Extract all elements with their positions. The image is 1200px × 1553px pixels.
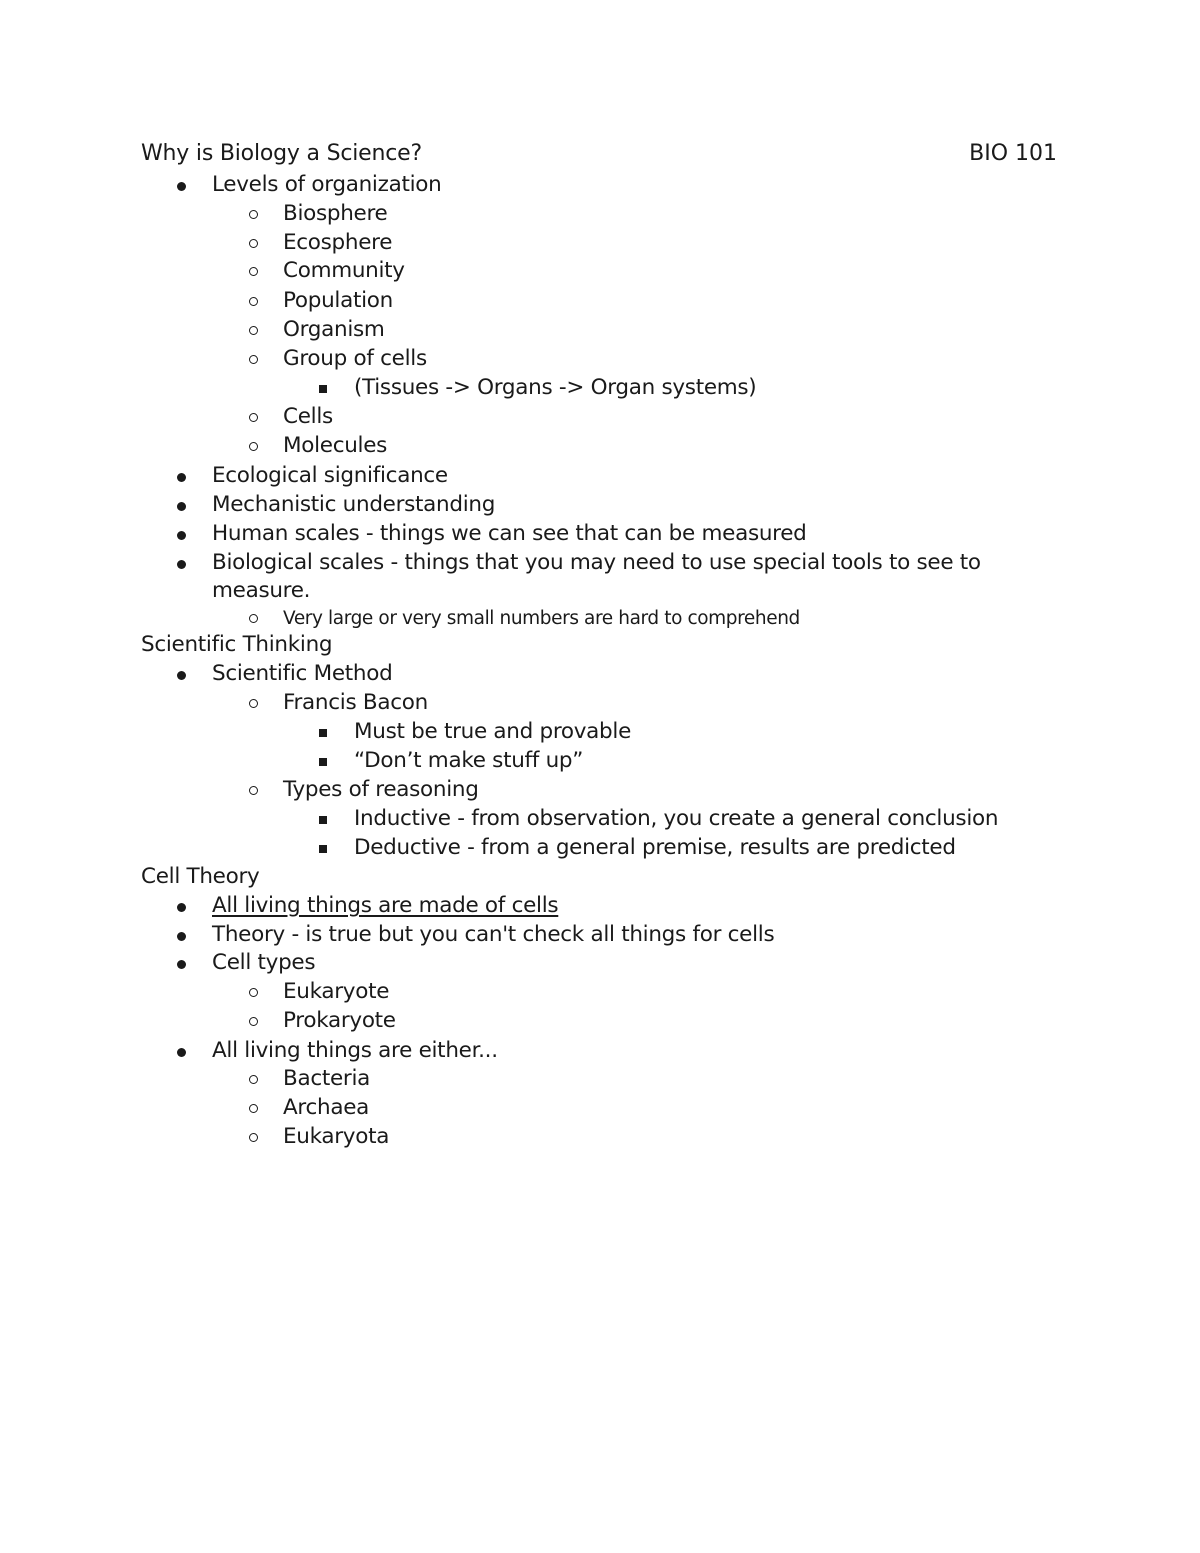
bullet-circle-icon [249, 786, 258, 795]
bullet-square-icon [319, 816, 327, 824]
list-item-text: Molecules [283, 433, 388, 458]
list-item-text: Cell Theory [141, 864, 260, 889]
bullet-circle-icon [249, 1017, 258, 1026]
bullet-circle-icon [249, 988, 258, 997]
bullet-disc-icon [177, 560, 186, 569]
document-title: Why is Biology a Science? [141, 141, 422, 166]
list-item-text: Must be true and provable [354, 719, 632, 744]
bullet-disc-icon [177, 671, 186, 680]
list-item-text: All living things are either... [212, 1038, 498, 1063]
course-code: BIO 101 [969, 141, 1057, 166]
list-item-text: Eukaryote [283, 979, 390, 1004]
list-item-text: Human scales - things we can see that can be measured [212, 521, 807, 546]
bullet-circle-icon [249, 210, 258, 219]
list-item-text: Population [283, 288, 393, 313]
list-item-text: Deductive - from a general premise, results are predicted [354, 835, 956, 860]
list-item-text: Mechanistic understanding [212, 492, 496, 517]
list-item-text: Organism [283, 317, 385, 342]
bullet-circle-icon [249, 1104, 258, 1113]
list-item-text: measure. [212, 578, 311, 603]
document-header [141, 139, 1057, 169]
list-item-text: Biosphere [283, 201, 388, 226]
list-item-text: Cell types [212, 950, 316, 975]
list-item-text: Scientific Thinking [141, 632, 333, 657]
bullet-circle-icon [249, 1133, 258, 1142]
bullet-square-icon [319, 729, 327, 737]
bullet-circle-icon [249, 239, 258, 248]
bullet-disc-icon [177, 182, 186, 191]
bullet-disc-icon [177, 960, 186, 969]
list-item-text: Group of cells [283, 346, 427, 371]
bullet-circle-icon [249, 614, 258, 623]
bullet-circle-icon [249, 355, 258, 364]
list-item-text: Theory - is true but you can't check all things for cells [212, 922, 775, 947]
bullet-disc-icon [177, 473, 186, 482]
list-item-text: Ecological significance [212, 463, 448, 488]
bullet-circle-icon [249, 1075, 258, 1084]
list-item-text: “Don’t make stuff up” [354, 748, 584, 773]
list-item-text: Archaea [283, 1095, 369, 1120]
list-item-text: All living things are made of cells [212, 893, 559, 918]
bullet-disc-icon [177, 932, 186, 941]
bullet-circle-icon [249, 699, 258, 708]
bullet-circle-icon [249, 267, 258, 276]
bullet-disc-icon [177, 531, 186, 540]
list-item-text: Very large or very small numbers are hard to comprehend [283, 608, 800, 629]
list-item-text: Prokaryote [283, 1008, 396, 1033]
bullet-circle-icon [249, 413, 258, 422]
list-item-text: Scientific Method [212, 661, 393, 686]
bullet-square-icon [319, 758, 327, 766]
list-item-text: Ecosphere [283, 230, 393, 255]
list-item-text: Community [283, 258, 405, 283]
bullet-disc-icon [177, 903, 186, 912]
list-item-text: Types of reasoning [283, 777, 479, 802]
list-item-text: Francis Bacon [283, 690, 428, 715]
bullet-circle-icon [249, 297, 258, 306]
list-item-text: Eukaryota [283, 1124, 390, 1149]
bullet-circle-icon [249, 442, 258, 451]
list-item-text: Biological scales - things that you may need to use special tools to see to [212, 550, 981, 575]
bullet-disc-icon [177, 502, 186, 511]
bullet-circle-icon [249, 326, 258, 335]
list-item-text: Cells [283, 404, 333, 429]
list-item-text: (Tissues -> Organs -> Organ systems) [354, 375, 757, 400]
bullet-disc-icon [177, 1048, 186, 1057]
list-item-text: Bacteria [283, 1066, 370, 1091]
bullet-square-icon [319, 385, 327, 393]
list-item-text: Levels of organization [212, 172, 442, 197]
list-item-text: Inductive - from observation, you create a general conclusion [354, 806, 999, 831]
bullet-square-icon [319, 845, 327, 853]
